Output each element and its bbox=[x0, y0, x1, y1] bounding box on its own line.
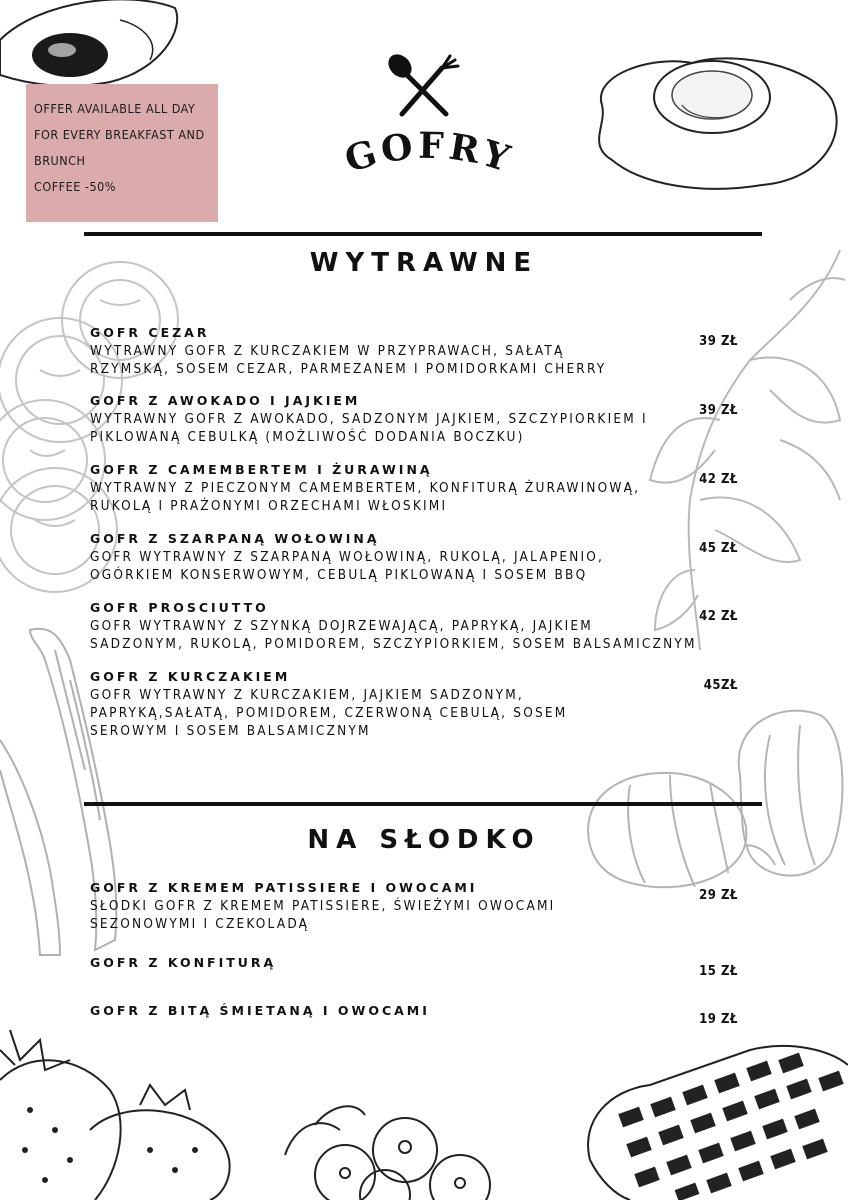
section-title-wytrawne: WYTRAWNE bbox=[309, 248, 539, 278]
menu-item-name: GOFR Z KONFITURĄ bbox=[90, 955, 277, 970]
menu-item-description: WYTRAWNY GOFR Z AWOKADO, SADZONYM JAJKIEM, SZCZYPIORKIEM I PIKLOWANĄ CEBULKĄ (MOŻLIWOŚĆ DODANIA BOCZKU) bbox=[90, 411, 648, 445]
menu-item bbox=[90, 530, 740, 584]
menu-item-description: WYTRAWNY GOFR Z KURCZAKIEM W PRZYPRAWACH, SAŁATĄ RZYMSKĄ, SOSEM CEZAR, PARMEZANEM I POMIDORKAMI CHERRY bbox=[90, 343, 607, 377]
menu-item-price: 45ZŁ bbox=[703, 678, 738, 693]
menu-item-description: WYTRAWNY Z PIECZONYM CAMEMBERTEM, KONFITURĄ ŻURAWINOWĄ, RUKOLĄ I PRAŻONYMI ORZECHAMI WŁOSKIMI bbox=[90, 480, 641, 514]
menu-item-name: GOFR Z KURCZAKIEM bbox=[90, 669, 291, 684]
offer-line: BRUNCH bbox=[34, 153, 86, 168]
menu-item-description: GOFR WYTRAWNY Z SZYNKĄ DOJRZEWAJĄCĄ, PAPRYKĄ, JAJKIEM SADZONYM, RUKOLĄ, POMIDOREM, SZCZYPIORKIEM, SOSEM BALSAMICZNYM bbox=[90, 618, 697, 652]
offer-line: OFFER AVAILABLE ALL DAY bbox=[34, 101, 196, 116]
menu-item-price: 29 ZŁ bbox=[699, 888, 738, 903]
menu-item-name: GOFR Z BITĄ ŚMIETANĄ I OWOCAMI bbox=[90, 1003, 430, 1018]
brand-logo bbox=[336, 130, 522, 188]
menu-item-name: GOFR Z KREMEM PATISSIERE I OWOCAMI bbox=[90, 880, 478, 895]
menu-item bbox=[90, 879, 740, 933]
menu-item-name: GOFR Z AWOKADO I JAJKIEM bbox=[90, 393, 361, 408]
menu-item bbox=[90, 599, 740, 653]
menu-item bbox=[90, 668, 740, 740]
arugula-leaf-illustration bbox=[640, 240, 848, 660]
strawberry-illustration bbox=[0, 1010, 240, 1200]
menu-item-description: GOFR WYTRAWNY Z KURCZAKIEM, JAJKIEM SADZONYM, PAPRYKĄ,SAŁATĄ, POMIDOREM, CZERWONĄ CEBULĄ, SOSEM SEROWYM I SOSEM BALSAMICZNYM bbox=[90, 687, 568, 739]
menu-item-description: SŁODKI GOFR Z KREMEM PATISSIERE, ŚWIEŻYMI OWOCAMI SEZONOWYMI I CZEKOLADĄ bbox=[90, 898, 556, 932]
brand-name: GOFRY bbox=[340, 130, 519, 182]
menu-item bbox=[90, 324, 740, 378]
menu-item-price: 42 ZŁ bbox=[699, 609, 738, 624]
offer-line: FOR EVERY BREAKFAST AND bbox=[34, 127, 205, 142]
offer-line: COFFEE -50% bbox=[34, 179, 116, 194]
menu-item bbox=[90, 1002, 740, 1020]
section-divider bbox=[84, 802, 762, 806]
svg-text:GOFRY bbox=[340, 130, 518, 181]
menu-item bbox=[90, 954, 740, 972]
menu-item-price: 45 ZŁ bbox=[699, 541, 738, 556]
fork-spoon-icon bbox=[388, 54, 460, 118]
offer-box bbox=[26, 84, 218, 222]
menu-item-name: GOFR Z SZARPANĄ WOŁOWINĄ bbox=[90, 531, 380, 546]
section-title-na-slodko: NA SŁODKO bbox=[307, 825, 541, 855]
section-divider bbox=[84, 232, 762, 236]
menu-item bbox=[90, 392, 740, 446]
menu-item-name: GOFR PROSCIUTTO bbox=[90, 600, 269, 615]
blueberries-illustration bbox=[275, 1095, 505, 1200]
waffle-illustration bbox=[580, 1040, 848, 1200]
avocado-illustration bbox=[0, 0, 190, 95]
menu-item-price: 39 ZŁ bbox=[699, 403, 738, 418]
menu-item-description: GOFR WYTRAWNY Z SZARPANĄ WOŁOWINĄ, RUKOLĄ, JALAPENIO, OGÓRKIEM KONSERWOWYM, CEBULĄ PIKLOWANĄ I SOSEM BBQ bbox=[90, 549, 605, 583]
menu-item-price: 39 ZŁ bbox=[699, 334, 738, 349]
menu-item-name: GOFR CEZAR bbox=[90, 325, 210, 340]
fried-egg-illustration bbox=[582, 45, 848, 195]
menu-item bbox=[90, 461, 740, 515]
menu-item-price: 19 ZŁ bbox=[699, 1012, 738, 1027]
menu-item-name: GOFR Z CAMEMBERTEM I ŻURAWINĄ bbox=[90, 462, 433, 477]
menu-item-price: 42 ZŁ bbox=[699, 472, 738, 487]
menu-item-price: 15 ZŁ bbox=[699, 964, 738, 979]
